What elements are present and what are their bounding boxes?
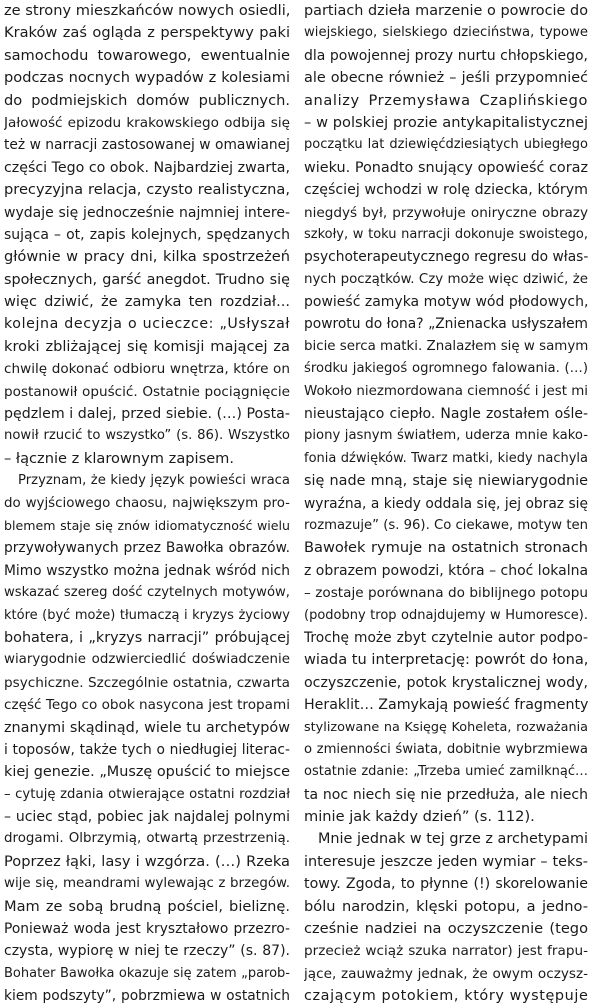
right-text-line: Trochę może zbyt czytelnie autor podpo-: [304, 629, 588, 646]
right-text-line: psychoterapeutycznego regresu do włas-: [304, 249, 588, 266]
right-text-line: fonia dźwięków. Twarz matki, kiedy nachyla: [304, 450, 588, 466]
left-text-line: i toposów, także tych o niedługiej literac-: [4, 741, 290, 758]
right-text-line: dla powojennej prozy nurtu chłopskiego,: [304, 47, 588, 64]
right-text-line: piony jasnym światłem, uderza mnie kako-: [304, 428, 588, 444]
right-text-line: towy. Zgoda, to płynne (!) skorelowanie: [304, 876, 588, 893]
right-text-line: stylizowane na Księgę Koheleta, rozważania: [304, 719, 588, 735]
right-text-line: czającym potokiem, który występuje: [304, 988, 588, 1005]
left-text-line: – uciec stąd, pobiec jak najdalej polnymi: [4, 809, 290, 826]
left-text-line: wskazać szereg dość czytelnych motywów,: [4, 585, 290, 601]
left-text-line: kroki zbliżającej się komisji mającej za: [4, 337, 290, 355]
left-text-line: postanowił opuścić. Ostatnie pociągnięcie: [4, 383, 290, 400]
right-text-line: niegdyś był, przywołuje oniryczne obrazy: [304, 204, 588, 221]
right-text-line: bólu narodzin, klęski potopu, a jedno-: [304, 897, 588, 915]
left-text-line: wiarygodnie odzwierciedlić doświadczenie: [4, 652, 290, 668]
left-text-line: Jałowość epizodu krakowskiego odbija się: [4, 114, 290, 131]
right-text-line: – zostaje porównana do biblijnego potopu: [304, 585, 588, 602]
left-text-line: nowił rzucić to wszystko” (s. 86). Wszystko: [4, 428, 290, 444]
right-text-line: – w polskiej prozie antykapitalistycznej: [304, 113, 588, 131]
left-text-line: Ponieważ woda jest kryształowo przezro-: [4, 921, 290, 938]
right-text-line: nych początków. Czy może więc dziwić, że: [304, 271, 588, 287]
left-text-line: głównie w pracy dni, kilka spostrzeżeń: [4, 248, 290, 266]
left-text-line: precyzyjna relacja, czysto realistyczna,: [4, 181, 290, 199]
right-text-line: środku jakiegoś ogromnego falowania. (…): [304, 361, 588, 377]
left-text-line: więc dziwić, że zamyka ten rozdział...: [4, 293, 290, 311]
right-text-line: początku lat dziewięćdziesiątych ubiegłego: [304, 137, 588, 153]
left-text-line: które (być może) tłumaczą i kryzys życiowy: [4, 607, 290, 623]
left-text-line: Kraków zaś ogląda z perspektywy paki: [4, 24, 290, 42]
left-text-line: Poprzez łąki, lasy i wzgórza. (…) Rzeka: [4, 852, 290, 870]
left-text-line: do podmiejskich domów publicznych.: [4, 91, 290, 109]
left-text-line: chwilę dokonać odbioru wnętrza, które on: [4, 361, 290, 378]
right-text-line: Heraklit… Zamykają powieść fragmenty: [304, 697, 588, 714]
right-text-line: minie jak każdy dzień” (s. 112).: [304, 808, 535, 826]
left-text-line: kiem podszyty”, pobrzmiewa w ostatnich: [4, 988, 290, 1005]
right-text-line: bicie serca matki. Znalazłem się w samym: [304, 338, 588, 354]
left-text-line: pędzlem i dalej, przed siebie. (…) Posta-: [4, 406, 290, 423]
right-text-line: przecież wciąż szuka narrator) jest frapu-: [304, 943, 588, 960]
right-text-line: wyraźna, a kiedy oddala się, jej obraz się: [304, 495, 588, 512]
left-text-line: bohatera, i „kryzys narracji” próbującej: [4, 629, 290, 646]
left-text-line: kolejna decyzja o ucieczce: „Usłyszał: [4, 316, 290, 333]
left-text-line: psychiczne. Szczególnie ostatnia, czwarta: [4, 674, 290, 691]
right-text-line: partiach dzieła marzenie o powrocie do: [304, 3, 588, 19]
right-text-line: oczyszczenie, potok krystalicznej wody,: [304, 674, 588, 691]
left-text-line: wydaje się jednocześnie najmniej intere-: [4, 204, 290, 221]
left-text-line: podczas nocnych wypadów z kolesiami: [4, 69, 290, 87]
right-text-line: rozmazuje” (s. 96). Co ciekawe, motyw ten: [304, 517, 588, 533]
left-text-line: blemem staje się znów idiomatyczność wielu: [4, 517, 290, 533]
right-text-line: jące, zauważmy jednak, że owym oczysz-: [304, 965, 588, 982]
right-text-line: Bawołek rymuje na ostatnich stronach: [304, 539, 588, 557]
right-text-line: częściej wchodzi w rolę dziecka, którym: [304, 182, 588, 199]
left-text-line: samochodu towarowego, ewentualnie: [4, 46, 290, 64]
right-text-line: się nade mną, staje się niewiarygodnie: [304, 473, 588, 490]
left-text-line: znanymi skądinąd, wiele tu archetypów: [4, 719, 290, 736]
right-text-line: z obrazem powodzi, która – choć lokalna: [304, 562, 588, 579]
left-text-line: części Tego co obok. Najbardziej zwarta,: [4, 159, 290, 176]
right-text-line: (podobny trop odnajdujemy w Humoresce).: [304, 607, 588, 623]
right-text-line: interesuje jeszcze jeden wymiar – teks-: [304, 853, 588, 870]
left-text-line: do wyjściowego chaosu, największym pro-: [4, 495, 290, 511]
left-text-line: drogami. Olbrzymią, otwartą przestrzenią.: [4, 831, 290, 847]
right-text-line: ale obecne również – jeśli przypomnieć: [304, 70, 588, 87]
right-text-line: cześnie nadziei na oczyszczenie (tego: [304, 920, 588, 938]
left-text-line: Mimo wszystko można jednak wśród nich: [4, 562, 290, 579]
left-text-column: [4, 0, 290, 1008]
left-text-line: społecznych, garść anegdot. Trudno się: [4, 271, 290, 288]
right-text-line: szkoły, w toku narracji dokonuje swoistego,: [304, 226, 588, 242]
right-text-line: nieustająco ciepło. Nagle zostałem ośle-: [304, 406, 588, 423]
left-text-line: sująca – ot, zapis kolejnych, spędzanych: [4, 226, 290, 243]
left-text-line: wije się, meandrami wylewając z brzegów.: [4, 876, 290, 892]
right-text-line: powieść zamyka motyw wód płodowych,: [304, 294, 588, 311]
right-text-line: Mnie jednak w tej grze z archetypami: [318, 831, 588, 848]
left-text-line: część Tego co obok nasycona jest tropami: [4, 697, 290, 714]
left-text-line: Bohater Bawołka okazuje się zatem „parob-: [4, 965, 290, 981]
right-text-line: wiejskiego, sielskiego dzieciństwa, typowe: [304, 25, 588, 41]
right-text-line: wiada tu interpretację: powrót do łona,: [304, 651, 588, 669]
left-text-line: – łącznie z klarownym zapisem.: [4, 449, 235, 467]
right-text-line: Wokoło niezmordowana ciemność i jest mi: [304, 383, 588, 399]
left-text-line: – cytuję zdania otwierające ostatni rozdział: [4, 786, 290, 802]
left-text-line: czysta, wypiorę w niej te rzeczy” (s. 87).: [4, 943, 290, 960]
right-text-column: [304, 0, 588, 1008]
right-text-line: analizy Przemysława Czaplińskiego: [304, 91, 588, 109]
left-text-line: kiej genezie. „Muszę opuścić to miejsce: [4, 764, 290, 781]
left-text-line: przywoływanych przez Bawołka obrazów.: [4, 540, 290, 557]
right-text-line: o zmienności świata, dobitnie wybrzmiewa: [304, 741, 588, 757]
left-text-line: Przyznam, że kiedy język powieści wraca: [18, 473, 290, 489]
left-text-line: Mam ze sobą brudną pościel, bieliznę.: [4, 897, 290, 915]
right-text-line: ostatnie zdanie: „Trzeba umieć zamilknąć…: [304, 764, 588, 780]
left-text-line: ze strony mieszkańców nowych osiedli,: [4, 2, 290, 19]
right-text-line: powrotu do łona? „Znienacka usłyszałem: [304, 316, 588, 333]
left-text-line: też w narracji zastosowanej w omawianej: [4, 137, 290, 154]
right-text-line: wieku. Ponadto snujący opowieść coraz: [304, 159, 588, 176]
right-text-line: ta noc niech się nie przedłuża, ale niech: [304, 786, 588, 803]
